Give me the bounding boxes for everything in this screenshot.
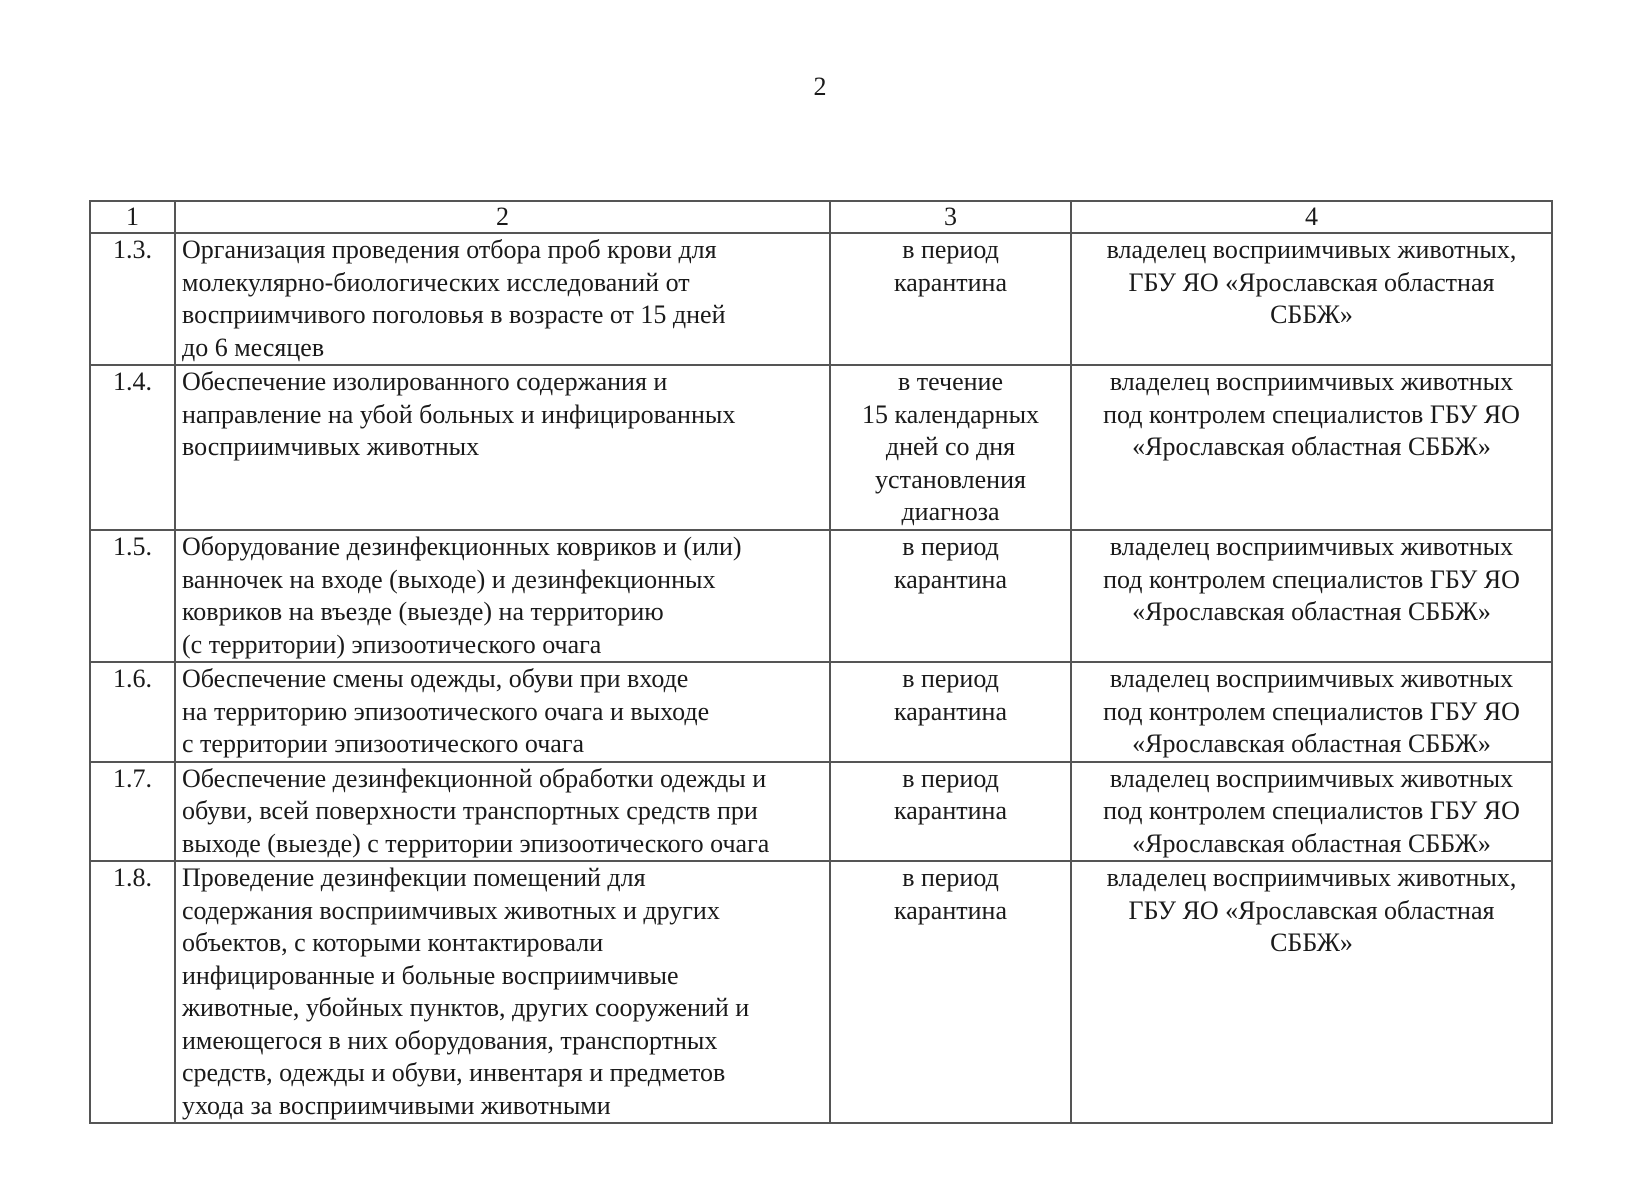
column-header-2: 2 — [175, 201, 830, 233]
description-line: имеющегося в них оборудования, транспортных — [182, 1025, 718, 1055]
term-line: установления — [875, 464, 1026, 494]
term-line: в период — [902, 863, 999, 892]
measure-description — [175, 233, 830, 365]
term-line: 15 календарных — [861, 399, 1040, 429]
term-line: в период — [902, 235, 999, 264]
responsible-line: владелец восприимчивых животных, — [1106, 863, 1517, 892]
description-line: содержания восприимчивых животных и других — [182, 895, 720, 925]
responsible-line: СББЖ» — [1270, 928, 1353, 957]
measure-description — [175, 530, 830, 662]
table-row — [90, 530, 1552, 662]
row-number: 1.6. — [90, 662, 175, 762]
description-line: до 6 месяцев — [182, 332, 325, 362]
responsible-line: под контролем специалистов ГБУ ЯО — [1103, 696, 1520, 726]
table-row — [90, 662, 1552, 762]
column-header-4: 4 — [1071, 201, 1552, 233]
term-line: карантина — [894, 564, 1007, 594]
measure-description — [175, 365, 830, 530]
description-line: выходе (выезде) с территории эпизоотического очага — [182, 828, 770, 858]
measure-term — [830, 762, 1071, 862]
table-header-row — [90, 201, 1552, 233]
term-line: карантина — [894, 796, 1007, 825]
measure-description — [175, 861, 830, 1123]
description-line: средств, одежды и обуви, инвентаря и предметов — [182, 1058, 726, 1087]
measure-term — [830, 861, 1071, 1123]
description-line: ухода за восприимчивыми животными — [182, 1090, 611, 1120]
measure-responsible — [1071, 861, 1552, 1123]
description-line: Обеспечение дезинфекционной обработки одежды и — [182, 763, 767, 793]
measure-responsible — [1071, 762, 1552, 862]
term-line: в период — [902, 532, 999, 561]
term-line: в период — [902, 664, 999, 693]
responsible-line: под контролем специалистов ГБУ ЯО — [1103, 564, 1520, 594]
measures-table — [89, 200, 1553, 1124]
term-line: карантина — [894, 267, 1007, 297]
description-line: Проведение дезинфекции помещений для — [182, 863, 646, 892]
term-line: в течение — [897, 367, 1003, 396]
term-line: дней со дня — [885, 432, 1016, 461]
description-line: инфицированные и больные восприимчивые — [182, 960, 679, 990]
description-line: Обеспечение смены одежды, обуви при входе — [182, 664, 689, 693]
measure-description — [175, 662, 830, 762]
row-number: 1.7. — [90, 762, 175, 862]
description-line: Организация проведения отбора проб крови для — [182, 235, 717, 264]
responsible-line: «Ярославская областная СББЖ» — [1132, 828, 1491, 858]
term-line: в период — [902, 763, 999, 793]
measure-term — [830, 530, 1071, 662]
responsible-line: владелец восприимчивых животных — [1109, 664, 1514, 693]
page-number: 2 — [813, 72, 827, 101]
row-number: 1.8. — [90, 861, 175, 1123]
measure-term — [830, 365, 1071, 530]
responsible-line: «Ярославская областная СББЖ» — [1132, 597, 1491, 626]
row-number: 1.4. — [90, 365, 175, 530]
responsible-line: ГБУ ЯО «Ярославская областная — [1128, 267, 1495, 297]
description-line: ковриков на въезде (выезде) на территорию — [182, 597, 664, 626]
measure-term — [830, 233, 1071, 365]
description-line: направление на убой больных и инфицированных — [182, 399, 736, 429]
description-line: восприимчивых животных — [182, 432, 480, 461]
measure-term — [830, 662, 1071, 762]
row-number: 1.5. — [90, 530, 175, 662]
responsible-line: владелец восприимчивых животных — [1109, 367, 1514, 396]
description-line: с территории эпизоотического очага — [182, 729, 585, 758]
description-line: на территорию эпизоотического очага и выходе — [182, 696, 710, 726]
description-line: восприимчивого поголовья в возрасте от 15 дней — [182, 300, 726, 329]
description-line: молекулярно-биологических исследований от — [182, 267, 690, 297]
responsible-line: владелец восприимчивых животных — [1109, 532, 1514, 561]
description-line: обуви, всей поверхности транспортных средств при — [182, 796, 758, 825]
term-line: карантина — [894, 696, 1007, 726]
measure-responsible — [1071, 530, 1552, 662]
measure-responsible — [1071, 233, 1552, 365]
row-number: 1.3. — [90, 233, 175, 365]
description-line: объектов, с которыми контактировали — [182, 928, 604, 957]
term-line: диагноза — [901, 497, 1000, 526]
description-line: ванночек на входе (выходе) и дезинфекционных — [182, 564, 716, 594]
table-row — [90, 861, 1552, 1123]
measure-responsible — [1071, 662, 1552, 762]
description-line: (с территории) эпизоотического очага — [182, 629, 602, 659]
column-header-1: 1 — [90, 201, 175, 233]
responsible-line: «Ярославская областная СББЖ» — [1132, 729, 1491, 758]
responsible-line: владелец восприимчивых животных, — [1106, 235, 1517, 264]
measure-description — [175, 762, 830, 862]
responsible-line: под контролем специалистов ГБУ ЯО — [1103, 399, 1520, 429]
description-line: Оборудование дезинфекционных ковриков и (или) — [182, 532, 742, 561]
measure-responsible — [1071, 365, 1552, 530]
term-line: карантина — [894, 895, 1007, 925]
responsible-line: владелец восприимчивых животных — [1109, 763, 1514, 793]
column-header-3: 3 — [830, 201, 1071, 233]
description-line: животные, убойных пунктов, других сооружений и — [182, 993, 750, 1022]
responsible-line: СББЖ» — [1270, 300, 1353, 329]
table-row — [90, 233, 1552, 365]
table-row — [90, 365, 1552, 530]
table-row — [90, 762, 1552, 862]
responsible-line: «Ярославская областная СББЖ» — [1132, 432, 1491, 461]
responsible-line: под контролем специалистов ГБУ ЯО — [1103, 796, 1520, 825]
description-line: Обеспечение изолированного содержания и — [182, 367, 668, 396]
responsible-line: ГБУ ЯО «Ярославская областная — [1128, 895, 1495, 925]
